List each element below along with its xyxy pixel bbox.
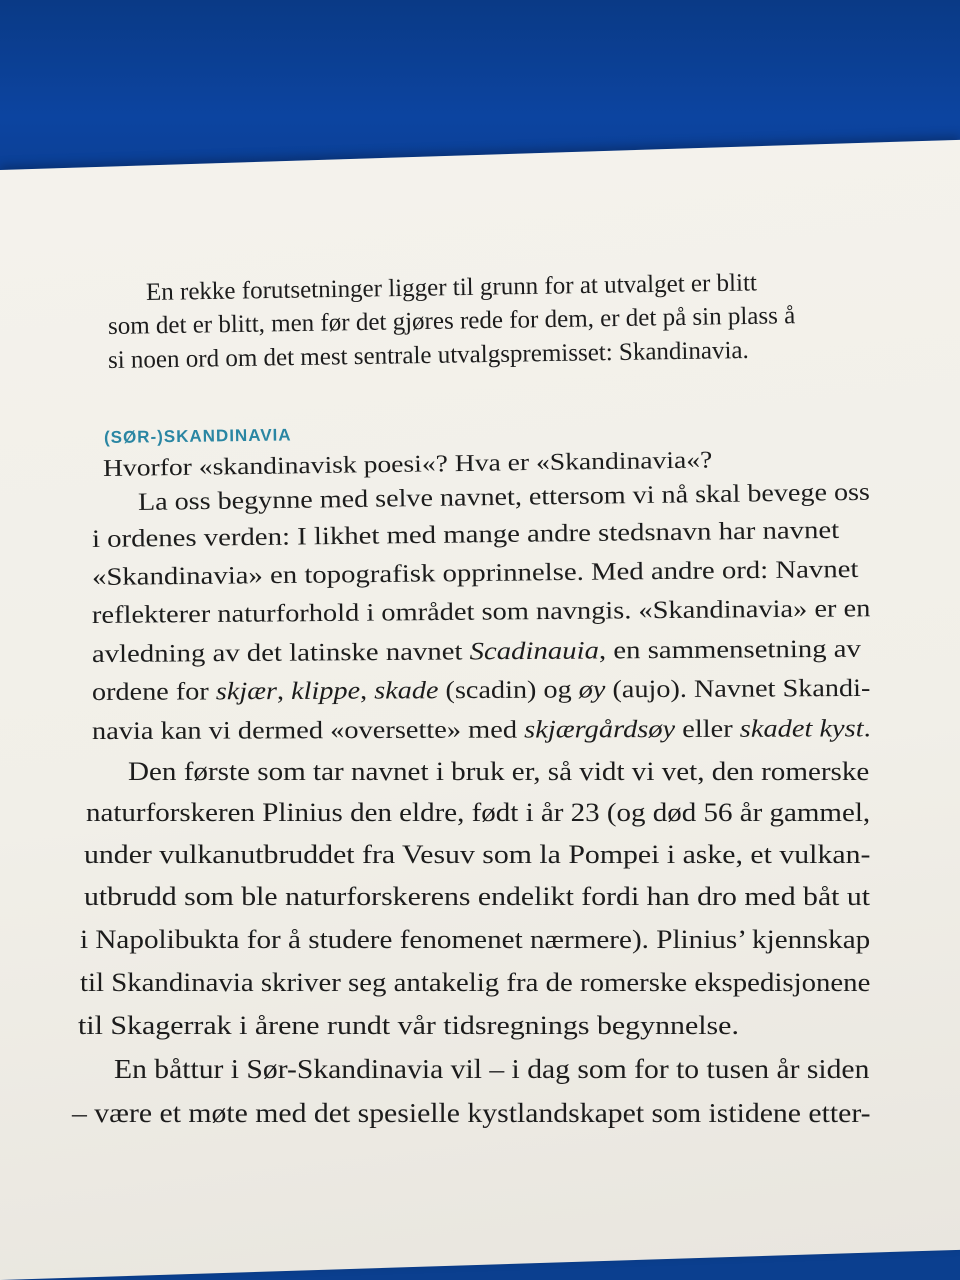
sep-4: eller: [675, 715, 740, 743]
intro-line-2: som det er blitt, men før det gjøres rede for dem, er det på sin plass å: [107, 302, 796, 340]
para2-line-2: naturforskeren Plinius den eldre, født i år 23 (og død 56 år gammel,: [86, 798, 871, 827]
para2-line-4: utbrudd som ble naturforskerens endelikt fordi han dro med båt ut: [84, 882, 871, 911]
para1-line-6: [92, 674, 871, 708]
subheading: Hvorfor «skandinavisk poesi«? Hva er «Skandinavia«?: [102, 447, 713, 482]
para1-line-1: La oss begynne med selve navnet, ettersom vi nå skal bevege oss: [137, 478, 871, 516]
para1-line-2: i ordenes verden: I likhet med mange andre stedsnavn har navnet: [91, 516, 840, 553]
italic-skjaer: skjær: [215, 678, 278, 706]
sep-1: ,: [276, 677, 292, 706]
para1-line-7-a: navia kan vi dermed «oversette» med: [91, 716, 525, 745]
sep-3: (scadin) og: [438, 676, 579, 705]
para1-line-5: [92, 635, 861, 670]
para1-line-5-a: avledning av det latinske navnet: [91, 638, 470, 668]
italic-klippe: klippe: [291, 677, 361, 705]
para2-line-1: Den første som tar navnet i bruk er, så vidt vi vet, den romerske: [128, 757, 870, 786]
italic-scadinauia: Scadinauia: [469, 637, 600, 666]
para1-line-3: «Skandinavia» en topografisk opprinnelse. Med andre ord: Navnet: [91, 555, 859, 591]
para1-line-7-b: .: [863, 715, 871, 743]
para1-line-5-b: , en sammensetning av: [598, 635, 861, 665]
para1-line-6-b: (aujo). Navnet Skandi-: [605, 674, 871, 704]
sep-2: ,: [360, 677, 375, 705]
para1-line-4: reflekterer naturforhold i området som navngis. «Skandinavia» er en: [91, 595, 871, 629]
para2-line-6: til Skandinavia skriver seg antakelig fra de romerske ekspedisjonene: [80, 968, 871, 997]
para1-line-6-a: ordene for: [91, 678, 216, 706]
para2-line-5: i Napolibukta for å studere fenomenet nærmere). Plinius’ kjennskap: [80, 925, 871, 954]
section-heading: (SØR-)SKANDINAVIA: [103, 425, 292, 447]
para2-line-7: til Skagerrak i årene rundt vår tidsregnings begynnelse.: [78, 1011, 739, 1040]
italic-skade: skade: [374, 677, 439, 705]
italic-skjaergardsoy: skjærgårdsøy: [524, 715, 676, 744]
italic-skadet-kyst: skadet kyst: [739, 715, 864, 743]
italic-oy: øy: [578, 676, 606, 704]
para1-line-7: [92, 714, 871, 747]
para3-line-2: – være et møte med det spesielle kystlandskapet som istidene etter-: [72, 1098, 871, 1128]
intro-line-3: si noen ord om det mest sentrale utvalgspremisset: Skandinavia.: [107, 336, 749, 374]
para3-line-1: En båttur i Sør-Skandinavia vil – i dag som for to tusen år siden: [114, 1054, 870, 1084]
para2-line-3: under vulkanutbruddet fra Vesuv som la Pompei i aske, et vulkan-: [84, 840, 871, 869]
intro-line-1: En rekke forutsetninger ligger til grunn for at utvalget er blitt: [145, 269, 758, 306]
